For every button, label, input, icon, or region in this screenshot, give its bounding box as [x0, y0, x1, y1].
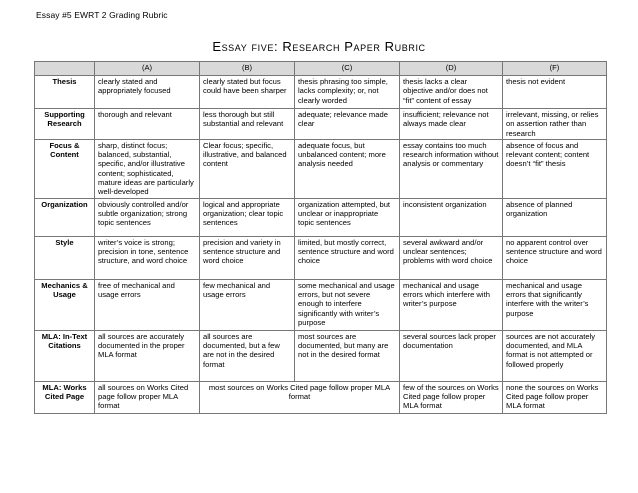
table-cell: all sources are accurately documented in the proper MLA format — [95, 330, 200, 381]
rubric-table — [34, 61, 607, 414]
header-row — [35, 62, 607, 76]
table-cell: all sources on Works Cited page follow proper MLA format — [95, 381, 200, 413]
table-cell: few mechanical and usage errors — [200, 279, 295, 330]
table-row — [35, 279, 607, 330]
table-cell: precision and variety in sentence structure and word choice — [200, 236, 295, 279]
page-title: Essay five: Research Paper Rubric — [212, 39, 426, 54]
table-cell: essay contains too much research information without analysis or commentary — [400, 139, 503, 198]
table-cell: clearly stated but focus could have been sharper — [200, 76, 295, 109]
table-cell: adequate focus, but unbalanced content; more analysis needed — [295, 139, 400, 198]
table-cell: most sources are documented, but many are not in the desired format — [295, 330, 400, 381]
row-category: Focus & Content — [35, 139, 95, 198]
row-category: Organization — [35, 198, 95, 236]
table-cell: all sources are documented, but a few are not in the desired format — [200, 330, 295, 381]
document-header: Essay #5 EWRT 2 Grading Rubric — [36, 10, 168, 20]
table-cell: thesis not evident — [503, 76, 607, 109]
column-header: (F) — [503, 62, 607, 76]
table-cell: writer’s voice is strong; precision in tone, sentence structure, and word choice — [95, 236, 200, 279]
table-cell: thesis phrasing too simple, lacks complexity; or, not clearly worded — [295, 76, 400, 109]
table-row — [35, 76, 607, 109]
table-cell: clearly stated and appropriately focused — [95, 76, 200, 109]
column-header: (B) — [200, 62, 295, 76]
table-row — [35, 381, 607, 413]
column-header: (A) — [95, 62, 200, 76]
table-cell: absence of focus and relevant content; content doesn’t “fit” thesis — [503, 139, 607, 198]
table-cell: several sources lack proper documentation — [400, 330, 503, 381]
table-row — [35, 139, 607, 198]
table-cell: less thorough but still substantial and relevant — [200, 109, 295, 140]
table-cell: sources are not accurately documented, and MLA format is not attempted or followed properly — [503, 330, 607, 381]
row-category: Mechanics & Usage — [35, 279, 95, 330]
row-category: Style — [35, 236, 95, 279]
table-row — [35, 198, 607, 236]
column-header: (C) — [295, 62, 400, 76]
table-cell: irrelevant, missing, or relies on assertion rather than research — [503, 109, 607, 140]
table-cell: free of mechanical and usage errors — [95, 279, 200, 330]
table-cell: mechanical and usage errors which interfere with writer’s purpose — [400, 279, 503, 330]
table-cell: none the sources on Works Cited page follow proper MLA format — [503, 381, 607, 413]
table-cell: organization attempted, but unclear or inappropriate topic sentences — [295, 198, 400, 236]
table-cell: Clear focus; specific, illustrative, and balanced content — [200, 139, 295, 198]
table-cell: obviously controlled and/or subtle organization; strong topic sentences — [95, 198, 200, 236]
row-category: Thesis — [35, 76, 95, 109]
table-row — [35, 109, 607, 140]
table-cell: few of the sources on Works Cited page follow proper MLA format — [400, 381, 503, 413]
table-cell: some mechanical and usage errors, but not severe enough to interfere significantly with writer’s purpose — [295, 279, 400, 330]
table-row — [35, 330, 607, 381]
table-cell: several awkward and/or unclear sentences; problems with word choice — [400, 236, 503, 279]
column-header: (D) — [400, 62, 503, 76]
table-cell: thesis lacks a clear objective and/or does not “fit” content of essay — [400, 76, 503, 109]
row-category: Supporting Research — [35, 109, 95, 140]
table-row — [35, 236, 607, 279]
table-cell: insufficient; relevance not always made clear — [400, 109, 503, 140]
table-cell: mechanical and usage errors that significantly interfere with the writer’s purpose — [503, 279, 607, 330]
row-category: MLA: Works Cited Page — [35, 381, 95, 413]
table-cell: inconsistent organization — [400, 198, 503, 236]
table-cell: adequate; relevance made clear — [295, 109, 400, 140]
table-cell-merged: most sources on Works Cited page follow proper MLA format — [200, 381, 400, 413]
table-cell: no apparent control over sentence structure and word choice — [503, 236, 607, 279]
table-cell: sharp, distinct focus; balanced, substantial, specific, and/or illustrative content; sophisticated, mature ideas are particularly well-developed — [95, 139, 200, 198]
table-cell: logical and appropriate organization; clear topic sentences — [200, 198, 295, 236]
column-header — [35, 62, 95, 76]
row-category: MLA: In-Text Citations — [35, 330, 95, 381]
table-cell: thorough and relevant — [95, 109, 200, 140]
table-cell: absence of planned organization — [503, 198, 607, 236]
table-cell: limited, but mostly correct, sentence structure and word choice — [295, 236, 400, 279]
